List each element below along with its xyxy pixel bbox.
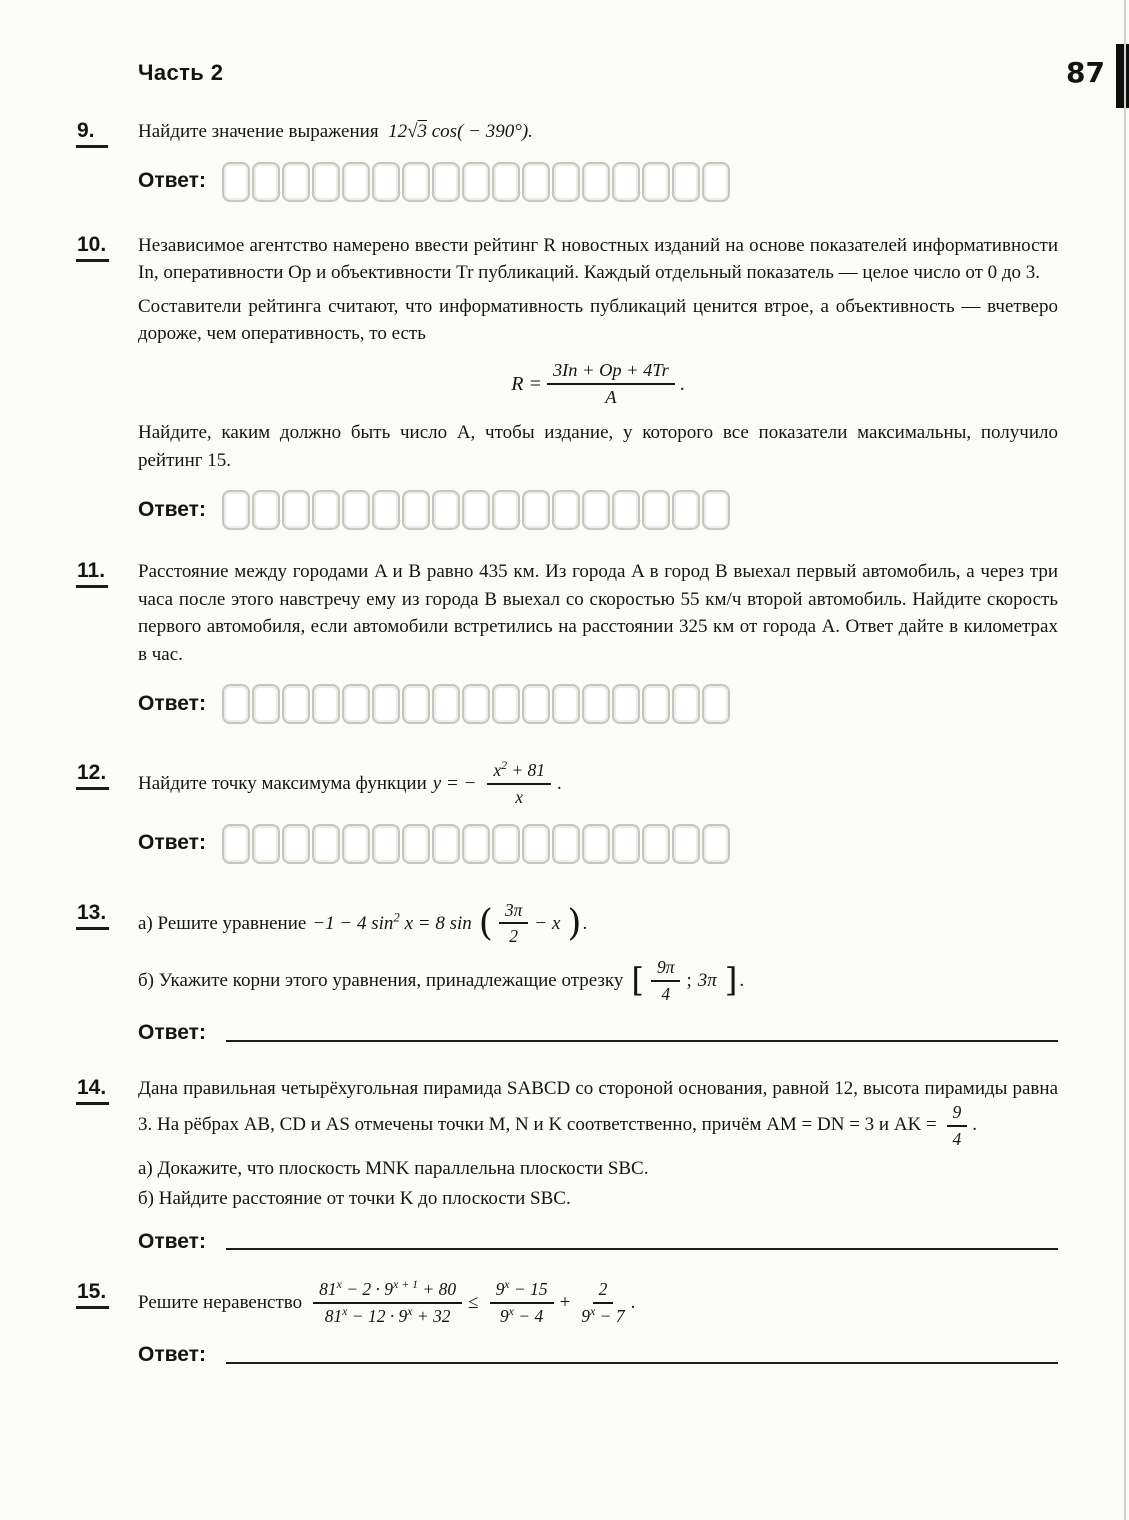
problem-12 xyxy=(76,760,1058,863)
answer-cell xyxy=(492,824,520,864)
problem-number-label: 10. xyxy=(76,233,109,262)
part-a-text: а) Решите уравнение xyxy=(138,912,307,934)
answer-cell xyxy=(402,824,430,864)
answer-cell xyxy=(492,490,520,530)
answer-cell xyxy=(222,162,250,202)
problem-number-label: 14. xyxy=(76,1076,109,1105)
superscript: x xyxy=(508,1303,514,1318)
problem-9-text xyxy=(138,118,1058,146)
superscript: x xyxy=(342,1303,348,1318)
problem-statement: Дана правильная четырёхугольная пирамида SABCD со стороной основания, равной 12, высота пирамиды равна 3. На рёбрах AB, CD и AS отмечены точки M, N и K соответственно, причём AM = DN = 3 и AK = xyxy=(138,1077,1058,1136)
problem-statement: Решите неравенство xyxy=(138,1291,303,1313)
answer-cell xyxy=(522,490,550,530)
answer-cell xyxy=(522,824,550,864)
radicand: 3 xyxy=(417,121,427,142)
answer-cell xyxy=(222,824,250,864)
answer-cell xyxy=(312,684,340,724)
answer-cell xyxy=(672,824,700,864)
scan-edge-artifact xyxy=(1124,0,1126,1520)
equation-tail: − x xyxy=(534,912,561,934)
answer-cell xyxy=(672,162,700,202)
problem-15 xyxy=(76,1279,1058,1371)
superscript: 2 xyxy=(393,909,400,925)
plus-sign: + xyxy=(559,1291,571,1313)
answer-line xyxy=(226,1248,1058,1250)
answer-cells xyxy=(222,824,730,864)
answer-cell xyxy=(372,490,400,530)
statement-period: . xyxy=(557,773,562,795)
section-header: Часть 2 xyxy=(138,60,224,85)
problem-9-body xyxy=(138,118,1058,202)
answer-cells xyxy=(222,490,730,530)
statement-period: . xyxy=(630,1291,636,1313)
answer-cell xyxy=(252,162,280,202)
answer-cell xyxy=(612,162,640,202)
answer-cell xyxy=(702,162,730,202)
answer-cell xyxy=(462,162,490,202)
problem-13-part-a xyxy=(138,900,1058,947)
answer-row xyxy=(138,1227,1058,1257)
formula-lhs: R = xyxy=(511,372,542,395)
answer-cell xyxy=(312,490,340,530)
answer-cell xyxy=(342,490,370,530)
answer-cell xyxy=(582,162,610,202)
problem-12-number xyxy=(76,760,138,863)
interval-separator: ; xyxy=(686,969,692,991)
problem-number-label: 13. xyxy=(76,901,109,930)
answer-cell xyxy=(552,162,580,202)
problem-11-body xyxy=(138,558,1058,724)
fraction-numerator: 3In + Op + 4Tr xyxy=(547,360,675,386)
answer-cells xyxy=(222,684,730,724)
answer-cell xyxy=(312,162,340,202)
problem-10-number xyxy=(76,232,138,531)
superscript: x xyxy=(590,1303,596,1318)
answer-cell xyxy=(342,684,370,724)
answer-cell xyxy=(462,824,490,864)
part-a-text: а) Докажите, что плоскость MNK параллельна плоскости SBC. xyxy=(138,1158,649,1180)
big-left-paren: ( xyxy=(478,902,493,945)
answer-cells xyxy=(222,162,730,202)
answer-cell xyxy=(462,490,490,530)
fraction-denominator: x xyxy=(515,787,524,808)
problem-12-statement xyxy=(138,760,1058,807)
answer-cell xyxy=(372,824,400,864)
problem-number-label: 11. xyxy=(76,559,108,588)
fraction-numerator: $81^x - 2 \cdot 9^{x + 1} + 80$ xyxy=(313,1279,462,1304)
answer-cell xyxy=(612,490,640,530)
answer-line xyxy=(226,1362,1058,1364)
answer-label: Ответ: xyxy=(138,1229,206,1253)
answer-cell xyxy=(612,684,640,724)
answer-cell xyxy=(432,162,460,202)
fraction xyxy=(547,360,675,409)
function-lhs: y = − xyxy=(432,773,477,795)
page-number: 87 xyxy=(1066,56,1105,89)
statement-period: . xyxy=(972,1114,977,1136)
problem-13-part-b xyxy=(138,957,1058,1004)
answer-cell xyxy=(432,684,460,724)
answer-label: Ответ: xyxy=(138,169,206,193)
answer-label: Ответ: xyxy=(138,831,206,855)
fraction-denominator: 4 xyxy=(661,983,671,1004)
problem-paragraph: Найдите, каким должно быть число A, чтобы издание, у которого все показатели максимальны, получило рейтинг 15. xyxy=(138,422,1058,471)
answer-cell xyxy=(252,490,280,530)
answer-row xyxy=(138,824,1058,864)
answer-cell xyxy=(702,490,730,530)
superscript: x + 1 xyxy=(392,1277,419,1292)
fraction xyxy=(487,760,551,807)
fraction-denominator: A xyxy=(605,387,617,408)
answer-cell xyxy=(312,824,340,864)
problem-13 xyxy=(76,900,1058,1049)
problem-12-body xyxy=(138,760,1058,863)
fraction-denominator: 4 xyxy=(952,1128,962,1149)
answer-cell xyxy=(672,490,700,530)
answer-line xyxy=(226,1040,1058,1042)
fraction xyxy=(581,1279,624,1326)
superscript: 2 xyxy=(501,758,508,773)
problem-14-body xyxy=(138,1075,1058,1257)
problem-paragraph: Составители рейтинга считают, что информативность публикаций ценится втрое, а объективность — вчетверо дороже, чем оперативность, то есть xyxy=(138,295,1058,345)
problem-13-body xyxy=(138,900,1058,1049)
problem-11 xyxy=(76,558,1058,724)
problem-14-number xyxy=(76,1075,138,1257)
answer-cell xyxy=(582,824,610,864)
big-right-paren: ) xyxy=(567,902,582,945)
problem-15-statement xyxy=(138,1279,1058,1326)
problem-statement: Найдите значение выражения xyxy=(138,121,379,142)
fraction-numerator: 2 xyxy=(593,1279,614,1304)
answer-cell xyxy=(402,162,430,202)
superscript: x xyxy=(407,1303,413,1318)
problem-14 xyxy=(76,1075,1058,1257)
answer-cell xyxy=(402,490,430,530)
problem-number-label: 12. xyxy=(76,761,109,790)
answer-cell xyxy=(492,684,520,724)
page-edge-tab xyxy=(1116,44,1129,108)
answer-cell xyxy=(342,162,370,202)
answer-cell xyxy=(282,824,310,864)
superscript: x xyxy=(336,1277,342,1292)
statement-period: . xyxy=(739,969,745,991)
answer-cell xyxy=(552,684,580,724)
answer-cell xyxy=(522,162,550,202)
fraction-numerator: $9^x - 15$ xyxy=(490,1279,554,1304)
answer-cell xyxy=(612,824,640,864)
answer-cell xyxy=(282,684,310,724)
fraction xyxy=(947,1102,968,1149)
answer-cell xyxy=(462,684,490,724)
fraction-denominator: 2 xyxy=(509,926,518,947)
answer-label: Ответ: xyxy=(138,498,206,522)
problem-10-body xyxy=(138,232,1058,531)
answer-cell xyxy=(672,684,700,724)
answer-cell xyxy=(492,162,520,202)
problem-9 xyxy=(76,118,1058,202)
answer-cell xyxy=(372,162,400,202)
answer-label: Ответ: xyxy=(138,1021,206,1045)
fraction xyxy=(313,1279,462,1326)
answer-cell xyxy=(252,684,280,724)
expression-tail: cos( − 390°). xyxy=(427,121,533,142)
answer-cell xyxy=(372,684,400,724)
problem-paragraph: Расстояние между городами A и B равно 435 км. Из города A в город B выехал первый автомобиль, а через три часа после этого навстречу ему из города B выехал со скоростью 55 км/ч второй автомобиль. Найдите скорость первого автомобиля, если автомобили встретились на расстоянии 325 км от города A. Ответ дайте в километрах в час. xyxy=(138,561,1058,665)
answer-cell xyxy=(282,490,310,530)
formula-period: . xyxy=(679,372,685,395)
problem-9-number xyxy=(76,118,138,202)
answer-cell xyxy=(702,684,730,724)
fraction xyxy=(651,957,681,1004)
answer-cell xyxy=(432,490,460,530)
big-left-bracket: [ xyxy=(631,961,644,1000)
radical-prefix: 12√ xyxy=(388,121,418,142)
statement-period: . xyxy=(582,912,588,934)
answer-cell xyxy=(252,824,280,864)
problem-11-number xyxy=(76,558,138,724)
problem-13-number xyxy=(76,900,138,1049)
equation-lhs: −1 − 4 $\sin^2 x = 8$ sin xyxy=(312,909,472,934)
answer-cell xyxy=(582,490,610,530)
superscript: x xyxy=(504,1277,510,1292)
problem-10 xyxy=(76,232,1058,531)
fraction-numerator: 9 xyxy=(947,1102,968,1127)
answer-row xyxy=(138,1018,1058,1048)
fraction-denominator: $9^x - 7$ xyxy=(581,1303,625,1326)
problem-number-label: 9. xyxy=(76,119,108,148)
part-b-text: б) Укажите корни этого уравнения, принадлежащие отрезку xyxy=(138,969,624,991)
answer-cell xyxy=(552,824,580,864)
inequality-sign: ≤ xyxy=(468,1291,479,1313)
fraction-denominator: $9^x - 4$ xyxy=(499,1303,544,1326)
answer-cell xyxy=(402,684,430,724)
answer-cell xyxy=(222,684,250,724)
answer-cell xyxy=(552,490,580,530)
expression xyxy=(383,121,533,142)
answer-row xyxy=(138,684,1058,724)
answer-cell xyxy=(642,162,670,202)
answer-cell xyxy=(642,490,670,530)
answer-cell xyxy=(432,824,460,864)
fraction-denominator: $81^x - 12 \cdot 9^x + 32$ xyxy=(324,1303,451,1326)
answer-cell xyxy=(642,824,670,864)
answer-row xyxy=(138,1340,1058,1370)
answer-row xyxy=(138,490,1058,530)
big-right-bracket: ] xyxy=(724,961,738,1000)
part-b-text: б) Найдите расстояние от точки K до плоскости SBC. xyxy=(138,1187,571,1209)
fraction-numerator: $x^2 + 81$ xyxy=(487,760,551,785)
answer-cell xyxy=(702,824,730,864)
answer-label: Ответ: xyxy=(138,692,206,716)
answer-label: Ответ: xyxy=(138,1343,206,1367)
fraction-numerator: 9π xyxy=(651,957,681,982)
problem-paragraph: Независимое агентство намерено ввести рейтинг R новостных изданий на основе показателей информативности In, оперативности Op и объективности Tr публикаций. Каждый отдельный показатель — целое число от 0 до 3. xyxy=(138,234,1058,284)
problem-15-body xyxy=(138,1279,1058,1371)
fraction xyxy=(490,1279,554,1326)
page-content xyxy=(76,118,1058,1371)
rating-formula xyxy=(138,360,1058,409)
answer-cell xyxy=(282,162,310,202)
answer-cell xyxy=(342,824,370,864)
interval-endpoint: 3π xyxy=(697,969,717,991)
problem-statement: Найдите точку максимума функции xyxy=(138,773,427,795)
fraction xyxy=(499,900,529,947)
problem-paragraph xyxy=(138,1075,1058,1150)
answer-cell xyxy=(582,684,610,724)
answer-cell xyxy=(642,684,670,724)
answer-cell xyxy=(222,490,250,530)
problem-number-label: 15. xyxy=(76,1280,109,1309)
problem-15-number xyxy=(76,1279,138,1371)
fraction-numerator: 3π xyxy=(499,900,529,925)
answer-row xyxy=(138,162,1058,202)
answer-cell xyxy=(522,684,550,724)
